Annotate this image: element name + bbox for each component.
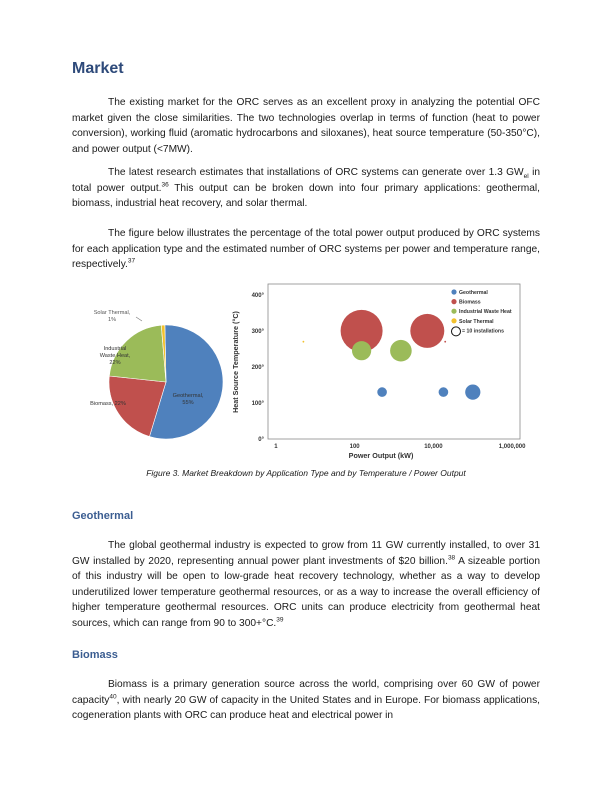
bubble-biomass: [444, 341, 446, 343]
legend-label-biomass: Biomass: [459, 299, 481, 306]
plot-frame: [268, 284, 520, 439]
figure-caption: Figure 3. Market Breakdown by Application Type and by Temperature / Power Output: [146, 468, 466, 478]
legend-marker-industrial-waste-heat: [451, 309, 456, 314]
y-tick-label: 300°: [251, 328, 264, 335]
biomass-text-b: , with nearly 20 GW of capacity in the United States and in Europe. For biomass applications, cogeneration plants with ORC can produce heat and electrical power in: [72, 694, 540, 722]
market-p3-text: The figure below illustrates the percentage of the total power output produced by ORC systems for each application type and the estimated number of ORC systems per power and temperature range, respectively.: [72, 228, 540, 271]
biomass-text-a: Biomass is a primary generation source across the world, comprising over 60 GW of power capacity: [72, 679, 540, 706]
bubble-geothermal: [377, 387, 387, 397]
bubble-industrial-waste-heat: [390, 340, 412, 362]
bubble-geothermal: [465, 385, 480, 400]
footnote-ref-37[interactable]: 37: [127, 257, 136, 265]
pie-label-geothermal-pct: 55%: [182, 400, 194, 406]
solar-leader-line: [136, 317, 142, 321]
geothermal-paragraph: [72, 538, 540, 632]
legend-marker-solar-thermal: [451, 318, 456, 323]
y-axis-title: Heat Source Temperature (°C): [231, 311, 240, 413]
market-heading: Market: [72, 60, 124, 77]
y-tick-label: 0°: [258, 437, 264, 443]
market-p2-text-b: in total power output.: [72, 167, 541, 194]
market-paragraph-2: [72, 165, 540, 212]
footnote-ref-39[interactable]: 39: [276, 616, 284, 624]
y-tick-label: 400°: [251, 292, 264, 299]
pie-label-industrial-2: Waste Heat,: [99, 353, 131, 359]
x-tick-label: 10,000: [424, 444, 443, 450]
footnote-ref-36[interactable]: 36: [161, 181, 169, 189]
bubble-solar-thermal: [303, 341, 305, 343]
market-paragraph-3: [72, 226, 540, 273]
geothermal-text-a: The global geothermal industry is expected to grow from 11 GW currently installed, to over 31 GW installed by 2020, representing annual power plant investments of $20 billion.: [72, 540, 540, 567]
geothermal-text-b: A sizeable portion of this industry will be open to low-grade heat recovery technology, whether as a way to develop underutilized lower temperature geothermal resources, or as a way to increase the overall efficiency of higher temperature geothermal resources. ORC units can produce electricity from geothermal heat sources, which can range from 90 to 300+°C.: [72, 555, 540, 629]
x-tick-label: 100: [349, 444, 360, 450]
legend-label-solar-thermal: Solar Thermal: [459, 318, 494, 325]
x-axis-title: Power Output (kW): [348, 451, 414, 460]
biomass-paragraph: [72, 677, 540, 724]
footnote-ref-40[interactable]: 40: [109, 693, 117, 701]
pie-label-solar-pct: 1%: [107, 317, 117, 323]
pie-label-geothermal: Geothermal,: [172, 393, 204, 399]
market-p2-text-c: This output can be broken down into four primary applications: geothermal, biomass, industrial heat recovery, and solar thermal.: [72, 182, 540, 210]
pie-label-industrial-pct: 22%: [109, 360, 121, 366]
bubble-chart: [228, 282, 528, 466]
bubble-industrial-waste-heat: [352, 341, 371, 360]
pie-label-solar: Solar Thermal,: [93, 310, 131, 316]
legend-marker-biomass: [451, 299, 456, 304]
legend-label-geothermal: Geothermal: [459, 290, 488, 296]
bubble-biomass: [410, 314, 444, 348]
pie-label-biomass: Biomass, 22%: [90, 401, 126, 407]
legend-marker-geothermal: [451, 289, 456, 294]
x-tick-label: 1,000,000: [498, 444, 526, 450]
market-p2-subscript: el: [523, 173, 529, 181]
footnote-ref-38[interactable]: 38: [447, 554, 456, 562]
market-paragraph-1: The existing market for the ORC serves as an excellent proxy in analyzing the potential OFC market given the close similarities. The two technologies overlap in terms of function (heat to power conversion), working fluid (aromatic hydrocarbons and siloxanes), heat source temperature (50-350°C), and power output (<7MW).: [72, 97, 540, 155]
bubble-geothermal: [439, 387, 449, 397]
legend-label-industrial-waste-heat: Industrial Waste Heat: [459, 309, 512, 316]
pie-chart: [82, 300, 232, 455]
biomass-heading: Biomass: [72, 649, 118, 661]
y-tick-label: 100°: [251, 400, 264, 407]
pie-label-industrial: Industrial: [103, 346, 127, 352]
geothermal-heading: Geothermal: [72, 510, 134, 522]
legend-label--10-installations: = 10 installations: [462, 328, 504, 335]
market-p2-text-a: The latest research estimates that installations of ORC systems can generate over 1.3 GW: [108, 167, 524, 178]
y-tick-label: 200°: [251, 364, 264, 371]
x-tick-label: 1: [274, 444, 278, 450]
